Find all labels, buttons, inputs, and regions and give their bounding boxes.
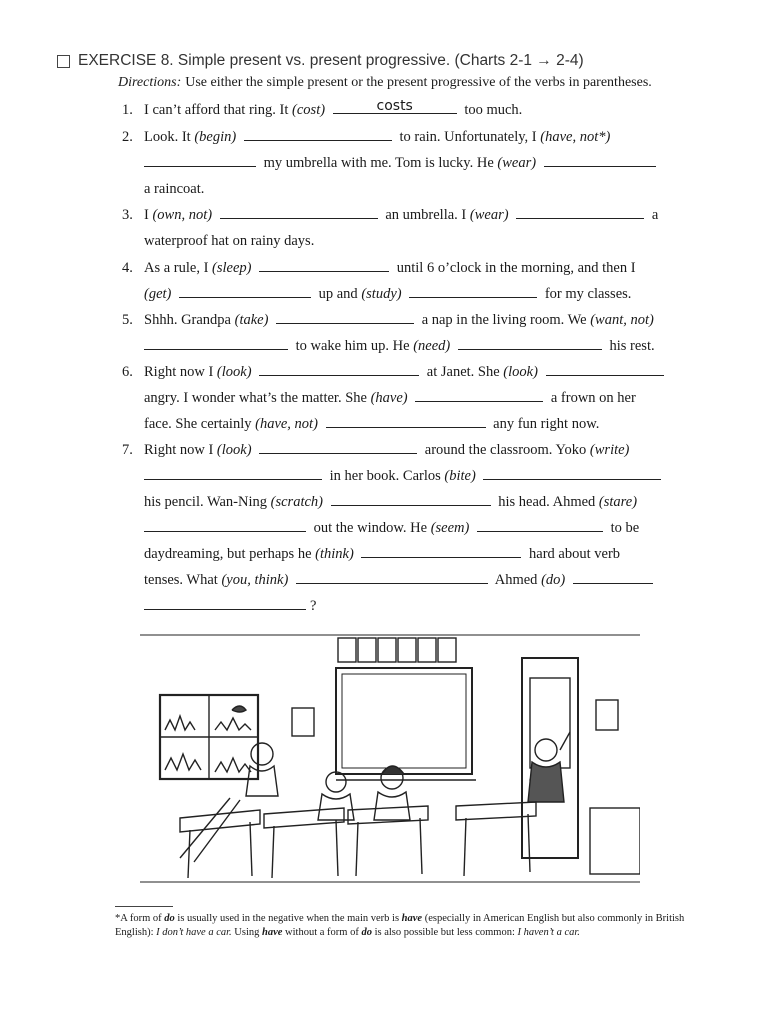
- exercise-line: [122, 128, 610, 146]
- exercise-line: [144, 415, 599, 433]
- verb-prompt: (bite): [444, 468, 476, 484]
- exercise-line: [144, 519, 639, 537]
- checkbox-icon[interactable]: [57, 55, 70, 68]
- answer-blank[interactable]: [331, 493, 491, 506]
- door: [522, 658, 618, 858]
- answer-blank[interactable]: [244, 128, 392, 141]
- line-text: around the classroom. Yoko: [424, 442, 587, 458]
- line-text: ?: [310, 598, 317, 614]
- line-text: angry. I wonder what’s the matter. She: [144, 390, 367, 406]
- answer-blank[interactable]: [458, 337, 602, 350]
- answer-blank[interactable]: [276, 311, 414, 324]
- exercise-line: [122, 259, 636, 277]
- item-number: 6.: [122, 364, 133, 380]
- answer-blank[interactable]: [144, 337, 288, 350]
- line-text: to wake him up. He: [295, 338, 410, 354]
- line-text: Shhh. Grandpa: [144, 312, 231, 328]
- verb-prompt: (cost): [292, 102, 326, 118]
- verb-prompt: (you, think): [221, 572, 289, 588]
- handwritten-answer: costs: [376, 98, 413, 114]
- exercise-title: EXERCISE 8. Simple present vs. present progressive. (Charts 2-1 → 2-4): [78, 52, 584, 69]
- verb-prompt: (do): [541, 572, 566, 588]
- footnote-marker: *: [115, 913, 121, 924]
- footnote-keyword: do: [164, 913, 175, 924]
- answer-blank[interactable]: [516, 206, 644, 219]
- answer-blank[interactable]: [326, 415, 486, 428]
- exercise-header: [57, 52, 757, 70]
- verb-prompt: (write): [589, 442, 630, 458]
- verb-prompt: (want, not): [590, 312, 654, 328]
- answer-blank[interactable]: [144, 467, 322, 480]
- exercise-line: [144, 597, 316, 615]
- exercise-line: [144, 285, 631, 303]
- footnote-keyword: do: [361, 927, 372, 938]
- exercise-line: [144, 571, 657, 589]
- answer-blank[interactable]: [333, 98, 457, 114]
- exercise-line: [122, 206, 658, 224]
- exercise-line: [144, 337, 655, 355]
- footnote-text: is usually used in the negative when the main verb is: [174, 913, 402, 924]
- verb-prompt: (have): [370, 390, 408, 406]
- exercise-line: [144, 180, 204, 198]
- verb-prompt: (get): [144, 286, 172, 302]
- answer-blank[interactable]: [259, 259, 389, 272]
- answer-blank[interactable]: [415, 389, 543, 402]
- line-text: out the window. He: [313, 520, 428, 536]
- verb-prompt: (have, not): [255, 416, 318, 432]
- wall-portrait: [596, 700, 618, 730]
- verb-prompt: (study): [361, 286, 402, 302]
- answer-blank[interactable]: [483, 467, 661, 480]
- verb-prompt: (wear): [469, 207, 509, 223]
- blackboard: [336, 668, 476, 780]
- directions-label: Directions:: [118, 75, 182, 90]
- verb-prompt: (have, not*): [540, 129, 611, 145]
- item-number: 4.: [122, 260, 133, 276]
- item-number: 7.: [122, 442, 133, 458]
- item-number: 3.: [122, 207, 133, 223]
- exercise-line: [122, 363, 668, 381]
- line-text: at Janet. She: [426, 364, 500, 380]
- footnote-keyword: have: [262, 927, 283, 938]
- line-text: his rest.: [609, 338, 655, 354]
- line-text: Right now I: [144, 442, 214, 458]
- line-text: a nap in the living room. We: [421, 312, 587, 328]
- exercise-line: [122, 98, 523, 119]
- item-number: 2.: [122, 129, 133, 145]
- footnote-text: A form of: [120, 913, 165, 924]
- directions: [118, 74, 748, 92]
- verb-prompt: (need): [413, 338, 451, 354]
- answer-blank[interactable]: [544, 154, 656, 167]
- directions-text: Use either the simple present or the present progressive of the verbs in parentheses.: [185, 75, 652, 90]
- verb-prompt: (take): [234, 312, 269, 328]
- footnote-example: I haven’t a car.: [517, 927, 580, 938]
- verb-prompt: (scratch): [270, 494, 323, 510]
- verb-prompt: (begin): [194, 129, 237, 145]
- exercise-line: [144, 232, 314, 250]
- answer-blank[interactable]: [259, 441, 417, 454]
- line-text: to be: [610, 520, 640, 536]
- footnote-divider: [115, 906, 173, 907]
- classroom-illustration: [140, 630, 640, 890]
- footnote-text: without a form of: [282, 927, 362, 938]
- exercise-line: [122, 441, 629, 459]
- footnote: [115, 912, 710, 940]
- footnote-text: is also possible but less common:: [371, 927, 518, 938]
- verb-prompt: (look): [216, 442, 252, 458]
- answer-blank[interactable]: [296, 571, 488, 584]
- line-text: As a rule, I: [144, 260, 209, 276]
- exercise-line: [144, 389, 636, 407]
- verb-prompt: (own, not): [152, 207, 213, 223]
- exercise-line: [144, 545, 620, 563]
- window: [160, 695, 258, 779]
- line-text: I: [144, 207, 149, 223]
- exercise-line: [144, 493, 637, 511]
- line-text: any fun right now.: [493, 416, 600, 432]
- verb-prompt: (stare): [598, 494, 638, 510]
- ceiling-panels: [338, 638, 456, 662]
- verb-prompt: (think): [315, 546, 354, 562]
- footnote-keyword: have: [401, 913, 423, 924]
- line-text: his pencil. Wan-Ning: [144, 494, 268, 510]
- line-text: a frown on her: [550, 390, 636, 406]
- line-text: Right now I: [144, 364, 214, 380]
- footnote-example: I don’t have a car.: [156, 927, 232, 938]
- verb-prompt: (sleep): [212, 260, 252, 276]
- student-4: [528, 732, 570, 802]
- answer-blank[interactable]: [361, 545, 521, 558]
- answer-blank[interactable]: [220, 206, 378, 219]
- item-number: 1.: [122, 102, 133, 118]
- answer-blank[interactable]: [144, 519, 306, 532]
- line-text: my umbrella with me. Tom is lucky. He: [263, 155, 494, 171]
- footnote-text: Using: [231, 927, 262, 938]
- answer-blank[interactable]: [546, 363, 664, 376]
- answer-blank[interactable]: [179, 285, 311, 298]
- line-text: tenses. What: [144, 572, 218, 588]
- line-text: in her book. Carlos: [329, 468, 441, 484]
- exercise-line: [144, 467, 665, 485]
- wall-notice: [292, 708, 314, 736]
- line-text: an umbrella. I: [385, 207, 467, 223]
- verb-prompt: (seem): [430, 520, 470, 536]
- footnote-text: (especially in American English but also commonly in British English):: [115, 913, 685, 938]
- line-text: until 6 o’clock in the morning, and then I: [396, 260, 636, 276]
- verb-prompt: (look): [503, 364, 538, 380]
- line-text: face. She certainly: [144, 416, 252, 432]
- exercise-line: [144, 154, 660, 172]
- answer-blank[interactable]: [144, 597, 306, 610]
- line-text: Ahmed: [494, 572, 538, 588]
- line-text: too much.: [464, 102, 523, 118]
- answer-blank[interactable]: [144, 154, 256, 167]
- answer-blank[interactable]: [409, 285, 537, 298]
- verb-prompt: (wear): [497, 155, 537, 171]
- line-text: for my classes.: [544, 286, 632, 302]
- line-text: his head. Ahmed: [498, 494, 596, 510]
- line-text: hard about verb: [529, 546, 621, 562]
- line-text: Look. It: [144, 129, 191, 145]
- answer-blank[interactable]: [259, 363, 419, 376]
- line-text: a raincoat.: [144, 181, 205, 197]
- line-text: I can’t afford that ring. It: [144, 102, 289, 118]
- verb-prompt: (look): [216, 364, 252, 380]
- answer-blank[interactable]: [477, 519, 603, 532]
- line-text: daydreaming, but perhaps he: [144, 546, 312, 562]
- desks: [180, 802, 536, 878]
- cabinet: [590, 808, 640, 874]
- item-number: 5.: [122, 312, 133, 328]
- answer-blank[interactable]: [573, 571, 653, 584]
- line-text: to rain. Unfortunately, I: [399, 129, 537, 145]
- line-text: up and: [318, 286, 358, 302]
- exercise-line: [122, 311, 654, 329]
- line-text: waterproof hat on rainy days.: [144, 233, 315, 249]
- line-text: a: [651, 207, 659, 223]
